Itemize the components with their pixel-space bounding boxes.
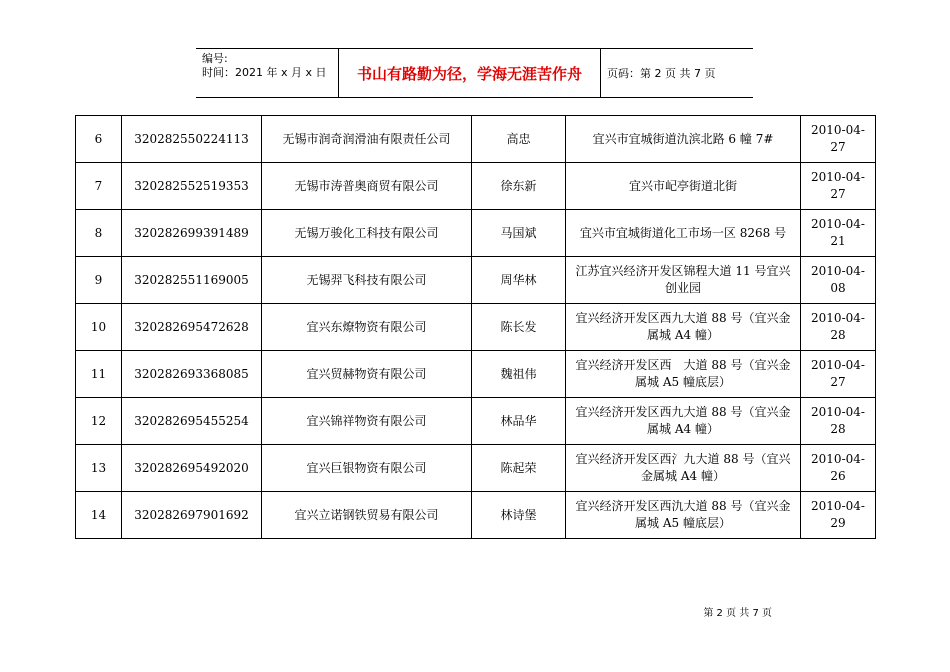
row-number-cell: 7 <box>76 163 122 210</box>
company-address-cell: 宜兴市宜城街道化工市场一区 8268 号 <box>566 210 801 257</box>
company-name-cell: 宜兴锦祥物资有限公司 <box>262 398 472 445</box>
row-number-cell: 13 <box>76 445 122 492</box>
registration-code-cell: 320282693368085 <box>122 351 262 398</box>
header-motto: 书山有路勤为径，学海无涯苦作舟 <box>339 49 601 97</box>
legal-representative-cell: 周华林 <box>472 257 566 304</box>
company-address-cell: 宜兴经济开发区西九大道 88 号（宜兴金属城 A4 幢） <box>566 398 801 445</box>
register-date-cell: 2010-04-28 <box>801 398 876 445</box>
company-name-cell: 宜兴东燎物资有限公司 <box>262 304 472 351</box>
registration-code-cell: 320282695472628 <box>122 304 262 351</box>
legal-representative-cell: 陈长发 <box>472 304 566 351</box>
table-row <box>76 398 876 445</box>
header-meta <box>196 49 339 97</box>
legal-representative-cell: 高忠 <box>472 116 566 163</box>
company-name-cell: 宜兴贸赫物资有限公司 <box>262 351 472 398</box>
register-date-cell: 2010-04-27 <box>801 351 876 398</box>
legal-representative-cell: 林诗堡 <box>472 492 566 539</box>
register-date-cell: 2010-04-08 <box>801 257 876 304</box>
serial-label: 编号: <box>202 52 228 65</box>
page-footer: 第 2 页 共 7 页 <box>703 608 772 619</box>
row-number-cell: 11 <box>76 351 122 398</box>
header-page-code: 页码：第 2 页 共 7 页 <box>607 67 716 80</box>
legal-representative-cell: 马国斌 <box>472 210 566 257</box>
company-address-cell: 宜兴市宜城街道氿滨北路 6 幢 7# <box>566 116 801 163</box>
company-name-cell: 无锡市涛普奥商贸有限公司 <box>262 163 472 210</box>
company-name-cell: 宜兴立诺钢铁贸易有限公司 <box>262 492 472 539</box>
legal-representative-cell: 林品华 <box>472 398 566 445</box>
company-table <box>75 115 876 539</box>
row-number-cell: 8 <box>76 210 122 257</box>
table-row <box>76 116 876 163</box>
company-address-cell: 江苏宜兴经济开发区锦程大道 11 号宜兴创业园 <box>566 257 801 304</box>
registration-code-cell: 320282695492020 <box>122 445 262 492</box>
table-row <box>76 351 876 398</box>
table-row <box>76 163 876 210</box>
registration-code-cell: 320282695455254 <box>122 398 262 445</box>
row-number-cell: 12 <box>76 398 122 445</box>
legal-representative-cell: 徐东新 <box>472 163 566 210</box>
company-name-cell: 无锡市润奇润滑油有限责任公司 <box>262 116 472 163</box>
page-header <box>196 48 753 98</box>
company-address-cell: 宜兴经济开发区西 大道 88 号（宜兴金属城 A5 幢底层） <box>566 351 801 398</box>
company-name-cell: 无锡万骏化工科技有限公司 <box>262 210 472 257</box>
registration-code-cell: 320282550224113 <box>122 116 262 163</box>
company-address-cell: 宜兴市屺亭街道北街 <box>566 163 801 210</box>
table-row <box>76 257 876 304</box>
table-row <box>76 492 876 539</box>
register-date-cell: 2010-04-27 <box>801 116 876 163</box>
registration-code-cell: 320282552519353 <box>122 163 262 210</box>
register-date-cell: 2010-04-26 <box>801 445 876 492</box>
row-number-cell: 9 <box>76 257 122 304</box>
registration-code-cell: 320282699391489 <box>122 210 262 257</box>
register-date-cell: 2010-04-29 <box>801 492 876 539</box>
register-date-cell: 2010-04-27 <box>801 163 876 210</box>
table-row <box>76 304 876 351</box>
row-number-cell: 6 <box>76 116 122 163</box>
company-name-cell: 无锡羿飞科技有限公司 <box>262 257 472 304</box>
register-date-cell: 2010-04-21 <box>801 210 876 257</box>
time-label: 时间：2021 年 x 月 x 日 <box>202 66 327 79</box>
company-address-cell: 宜兴经济开发区西九大道 88 号（宜兴金属城 A4 幢） <box>566 304 801 351</box>
table-row <box>76 445 876 492</box>
register-date-cell: 2010-04-28 <box>801 304 876 351</box>
row-number-cell: 14 <box>76 492 122 539</box>
company-address-cell: 宜兴经济开发区西氿大道 88 号（宜兴金属城 A5 幢底层） <box>566 492 801 539</box>
registration-code-cell: 320282551169005 <box>122 257 262 304</box>
registration-code-cell: 320282697901692 <box>122 492 262 539</box>
table-row <box>76 210 876 257</box>
legal-representative-cell: 陈起荣 <box>472 445 566 492</box>
company-address-cell: 宜兴经济开发区西氵九大道 88 号（宜兴金属城 A4 幢） <box>566 445 801 492</box>
company-name-cell: 宜兴巨银物资有限公司 <box>262 445 472 492</box>
row-number-cell: 10 <box>76 304 122 351</box>
legal-representative-cell: 魏祖伟 <box>472 351 566 398</box>
